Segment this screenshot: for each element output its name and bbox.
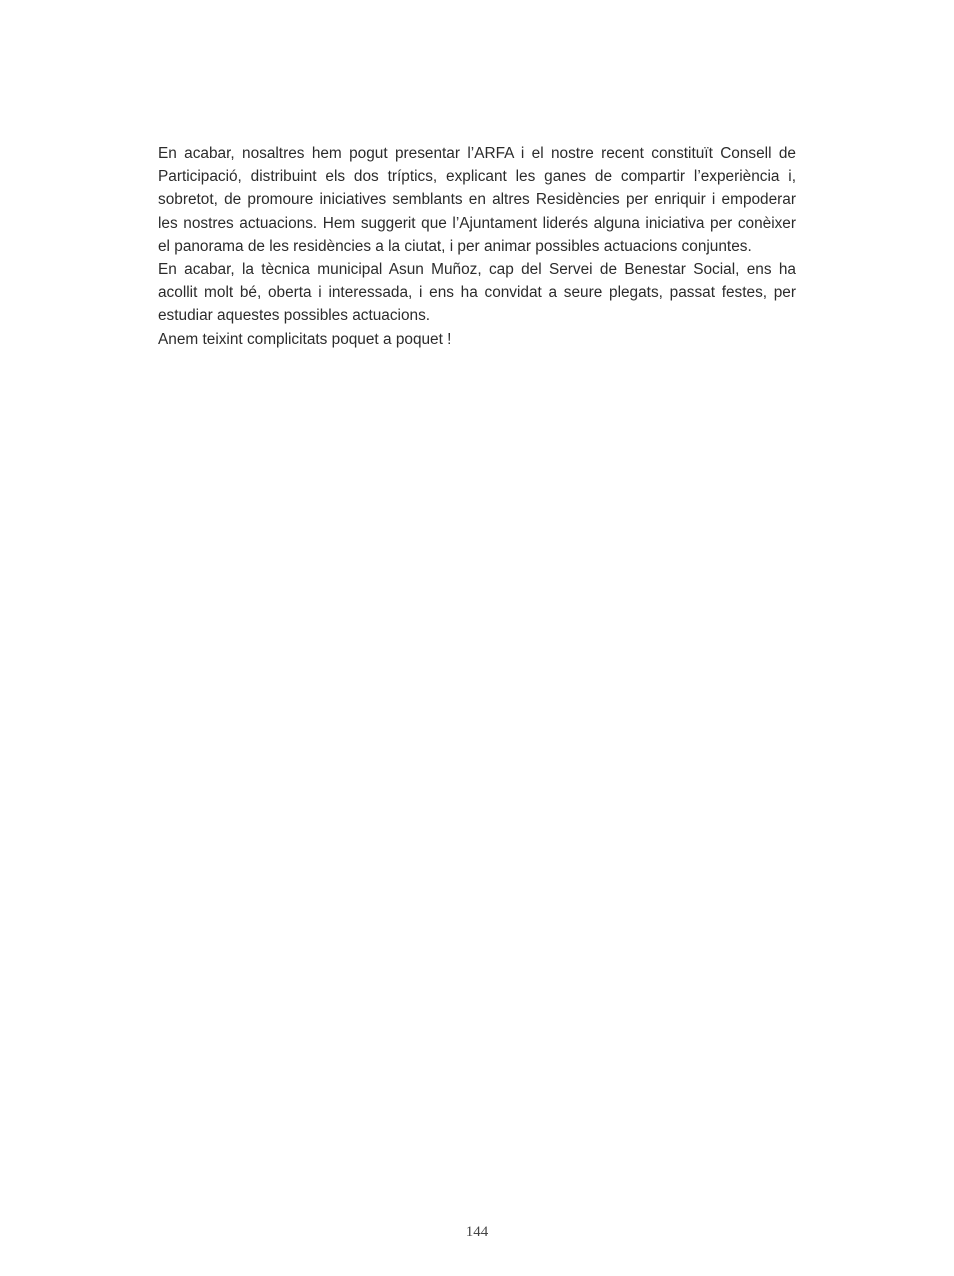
paragraph-closing: Anem teixint complicitats poquet a poquet ! [158, 330, 452, 348]
paragraph-arfa-presentation: En acabar, nosaltres hem pogut presentar l’ARFA i el nostre recent constituït Consell de Participació, distribuint els dos tríptics, explicant les ganes de compartir l’experiència i, sobretot, de promoure iniciatives semblants en altres Residències per enriquir i empoderar les nostres actuacions. Hem suggerit que l’Ajuntament liderés alguna iniciativa per conèixer el panorama de les residències a la ciutat, i per animar possibles actuacions conjuntes. [158, 145, 796, 255]
page-number: 144 [465, 1224, 489, 1240]
body-text [158, 142, 796, 351]
paragraph-technician-meeting: En acabar, la tècnica municipal Asun Muñoz, cap del Servei de Benestar Social, ens ha acollit molt bé, oberta i interessada, i ens ha convidat a seure plegats, passat festes, per estudiar aquestes possibles actuacions. [158, 261, 796, 325]
